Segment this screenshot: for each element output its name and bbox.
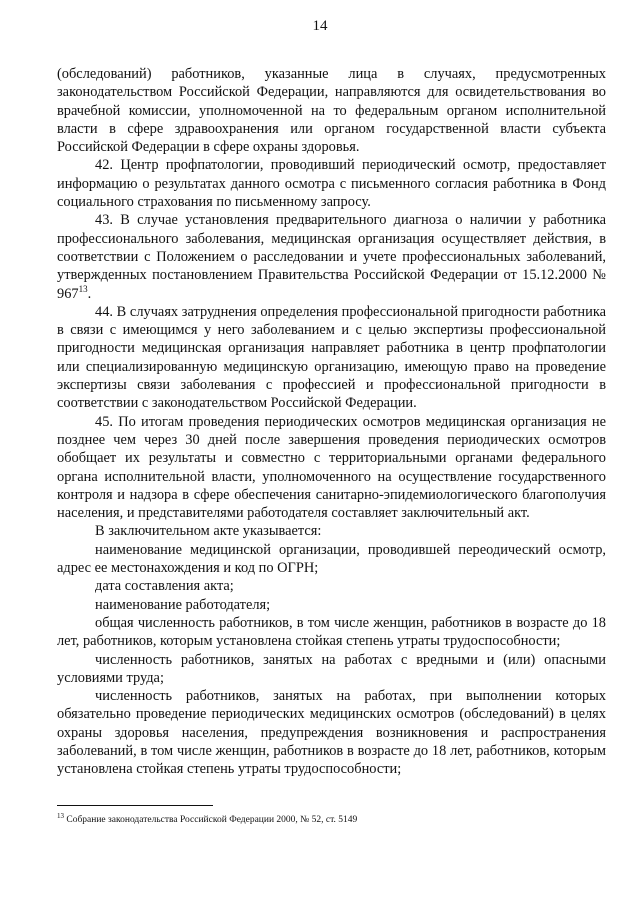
paragraph-1: 42. Центр профпатологии, проводивший периодический осмотр, предоставляет информацию о результатах данного осмотра с письменного согласия работника в Фонд социального страхования по письменному запросу. <box>57 157 606 211</box>
page-number: 14 <box>312 18 328 34</box>
body-text <box>57 65 606 779</box>
paragraph-7: дата составления акта; <box>95 578 234 595</box>
footnote-text: Собрание законодательства Российской Федерации 2000, № 52, ст. 5149 <box>64 815 358 825</box>
footnote-divider <box>57 805 213 806</box>
paragraph-11: численность работников, занятых на работах, при выполнении которых обязательно проведение периодических медицинских осмотров (обследований) в целях охраны здоровья населения, предупреждения возникновения и распространения заболеваний, в том числе женщин, работников в возрасте до 18 лет, работников, которым установлена стойкая степень утраты трудоспособности; <box>57 688 606 778</box>
paragraph-2: 43. В случае установления предварительного диагноза о наличии у работника профессионального заболевания, медицинская организация осуществляет действия, в соответствии с Положением о расследовании и учете профессиональных заболеваний, утвержденных постановлением Правительства Российской Федерации от 15.12.2000 № $967^{13}$. <box>57 212 606 302</box>
paragraph-5: В заключительном акте указывается: <box>95 523 322 540</box>
paragraph-8: наименование работодателя; <box>95 596 271 613</box>
paragraph-10: численность работников, занятых на работах с вредными и (или) опасными условиями труда; <box>57 651 606 686</box>
paragraph-6: наименование медицинской организации, проводившей переодический осмотр, адрес ее местонахождения и код по ОГРН; <box>57 541 606 577</box>
footnote <box>57 811 606 826</box>
paragraph-9: общая численность работников, в том числе женщин, работников в возрасте до 18 лет, работников, которым установлена стойкая степень утраты трудоспособности; <box>57 614 606 650</box>
paragraph-0: (обследований) работников, указанные лица в случаях, предусмотренных законодательством Российской Федерации, направляются для освидетельствования во врачебной комиссии, уполномоченной на то федеральным органом исполнительной власти в сфере здравоохранения или органом государственной власти субъекта Российской Федерации в сфере охраны здоровья. <box>57 66 606 156</box>
footnote-number: 13 <box>57 811 64 820</box>
paragraph-3: 44. В случаях затруднения определения профессиональной пригодности работника в связи с имеющимся у него заболеванием и с целью экспертизы профессиональной пригодности медицинская организация направляет работника в центр профпатологии или специализированную медицинскую организацию, имеющую право на проведение экспертизы связи заболевания с профессией и профессиональной пригодности в соответствии с законодательством Российской Федерации. <box>57 303 606 412</box>
footnote-ref: 13 <box>78 283 88 294</box>
paragraph-4: 45. По итогам проведения периодических осмотров медицинская организация не позднее чем через 30 дней после завершения проведения периодических осмотров обобщает их результаты и совместно с территориальными органами федерального органа исполнительной власти, уполномоченного на осуществление государственного контроля и надзора в сфере обеспечения санитарно-эпидемиологического благополучия населения, и представителями работодателя составляет заключительный акт. <box>57 413 606 522</box>
